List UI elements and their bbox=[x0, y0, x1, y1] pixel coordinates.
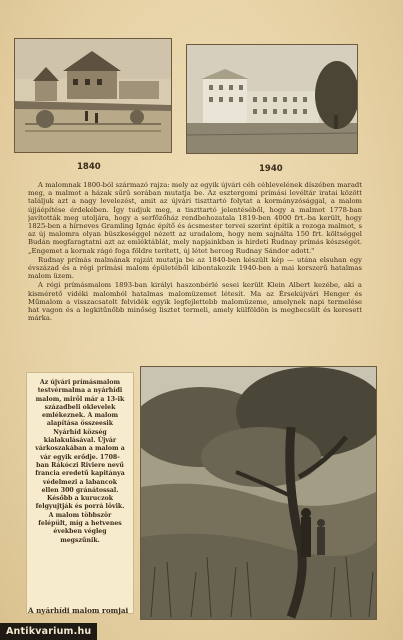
photo-1840-mill-drawing bbox=[14, 38, 172, 153]
article-paragraph-2: Rudnay prímás malmának rajzát mutatja be az 1840-ben készült kép — utána elsuhan egy évszázad és a régi prímási malom épületéből kibontakozik 1940-ben a mai korszerű hatalmas malom üzem. bbox=[28, 255, 362, 281]
photo-1940-mill-building bbox=[186, 44, 358, 154]
article-paragraph-3: A régi prímásmalom 1893-ban királyi haszonbérlé sesei került Klein Albert kezébe, aki a kismérető vidéki malomból hatalmas malomüzemet létesít. Ma az Érsekújvári Henger és Műmalom a visszacsatolt felvidék egyik legfejlettebb malomüzeme, amelynek napi termelése hat vagon és a legkitűnőbb minőség lisztet termeli, amely külföldön is megbecsült és keresett márka. bbox=[28, 281, 362, 323]
year-caption-1940: 1940 bbox=[259, 164, 283, 174]
year-caption-1840: 1840 bbox=[77, 162, 101, 172]
photo-mill-ruins bbox=[140, 366, 377, 620]
article-text bbox=[28, 181, 362, 359]
antikvarium-watermark: Antikvarium.hu bbox=[0, 623, 97, 640]
sidebar-text: Az újvári prímásmalom testvérmalma a nyárhídi malom, mirõl már a 13-ik századbeli oklevelek emlékeznek. A malom alapítása összeesik Nyárhíd község kialakulásával. Újvár várkoszakában a malom a vár egyik erődje. 1708-ban Rákóczi Riviere nevű francia eredetű kapitánya védelmezi a labancok ellen 300 gránátossal. Később a kuruczok felgyujtják és porrá lövik. A malom többször felépült, míg a hetvenes években végleg megszűnik. bbox=[35, 379, 125, 544]
sidebar-box bbox=[26, 372, 134, 614]
ruins-caption: A nyárhídi malom romjai bbox=[28, 606, 129, 615]
article-paragraph-1: A malomnak 1800-ból származó rajza: mely az egyik újvári céh céhlevelének díszében maradt meg, a malmot a házak sűrű sorában mutatja be. Az esztergomi prímási levéltár iratai között találjuk azt a nagy levelezést, amit az újvári tiszttartó folytat a kormányzósággal, a malom újjáépítése érdekében. Így tudjuk meg, a tiszttartó jelentéséből, hogy a malmot 1778-ban javították meg utoljára, hogy a serfőzőház rendbehozatala 1819-ben 4000 frt.-ba került, hogy 1825-ben a hírneves Gramling Ignác építő és ácsmester tervei szerint építik a rozoga malmot, s az új malomra olyan büszkeséggel nézett az uradalom, hogy nem sajnálta 150 frt. költséggel Budán megfaragtatni azt az emléktáblát, mely napjainkban is hirdeti Rudnay prímás készségét. „Engemet a kornak rágó foga földre terített, új létet herceg Rudnay Sándor adott." bbox=[28, 181, 362, 255]
